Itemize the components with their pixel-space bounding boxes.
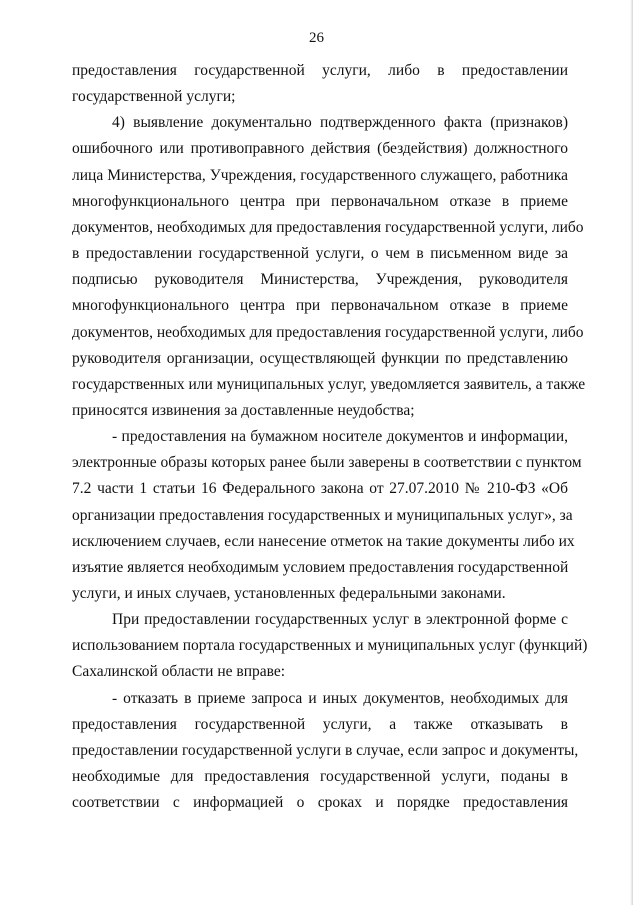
- text-line: При предоставлении государственных услуг в электронной форме с: [112, 611, 568, 628]
- text-line: документов, необходимых для предоставления государственной услуги, либо: [72, 324, 584, 341]
- text-line: государственных или муниципальных услуг, уведомляется заявитель, а также: [72, 376, 586, 393]
- text-line: электронные образы которых ранее были заверены в соответствии с пунктом: [72, 454, 582, 471]
- page-number: 26: [309, 30, 324, 46]
- text-line: ошибочного или противоправного действия (бездействия) должностного: [72, 140, 568, 157]
- text-line: подписью руководителя Министерства, Учреждения, руководителя: [72, 271, 568, 288]
- text-line: соответствии с информацией о сроках и порядке предоставления: [72, 794, 568, 811]
- text-line: приносятся извинения за доставленные неудобства;: [72, 402, 415, 419]
- text-line: Сахалинской области не вправе:: [72, 663, 286, 680]
- text-line: многофункционального центра при первоначальном отказе в приеме: [72, 193, 568, 210]
- text-line: предоставлении государственной услуги в случае, если запрос и документы,: [72, 742, 579, 759]
- text-line: государственной услуги;: [72, 88, 236, 105]
- text-line: лица Министерства, Учреждения, государственного служащего, работника: [72, 167, 568, 184]
- text-line: изъятие является необходимым условием предоставления государственной: [72, 559, 569, 576]
- text-line: организации предоставления государственных и муниципальных услуг», за: [72, 507, 573, 524]
- text-line: - предоставления на бумажном носителе документов и информации,: [112, 428, 568, 445]
- text-line: руководителя организации, осуществляющей функции по представлению: [72, 350, 568, 367]
- text-line: предоставления государственной услуги, либо в предоставлении: [72, 62, 568, 79]
- text-line: исключением случаев, если нанесение отметок на такие документы либо их: [72, 533, 575, 550]
- text-line: необходимые для предоставления государственной услуги, поданы в: [72, 768, 568, 785]
- text-line: - отказать в приеме запроса и иных документов, необходимых для: [112, 690, 568, 707]
- text-line: услуги, и иных случаев, установленных федеральными законами.: [72, 585, 506, 602]
- text-line: в предоставлении государственной услуги, о чем в письменном виде за: [72, 245, 568, 262]
- text-line: предоставления государственной услуги, а также отказывать в: [72, 716, 568, 733]
- text-line: 4) выявление документально подтвержденного факта (признаков): [112, 114, 568, 131]
- text-line: 7.2 части 1 статьи 16 Федерального закона от 27.07.2010 № 210-ФЗ «Об: [72, 480, 568, 497]
- text-line: использованием портала государственных и муниципальных услуг (функций): [72, 637, 588, 654]
- text-line: документов, необходимых для предоставления государственной услуги, либо: [72, 219, 584, 236]
- text-line: многофункционального центра при первоначальном отказе в приеме: [72, 297, 568, 314]
